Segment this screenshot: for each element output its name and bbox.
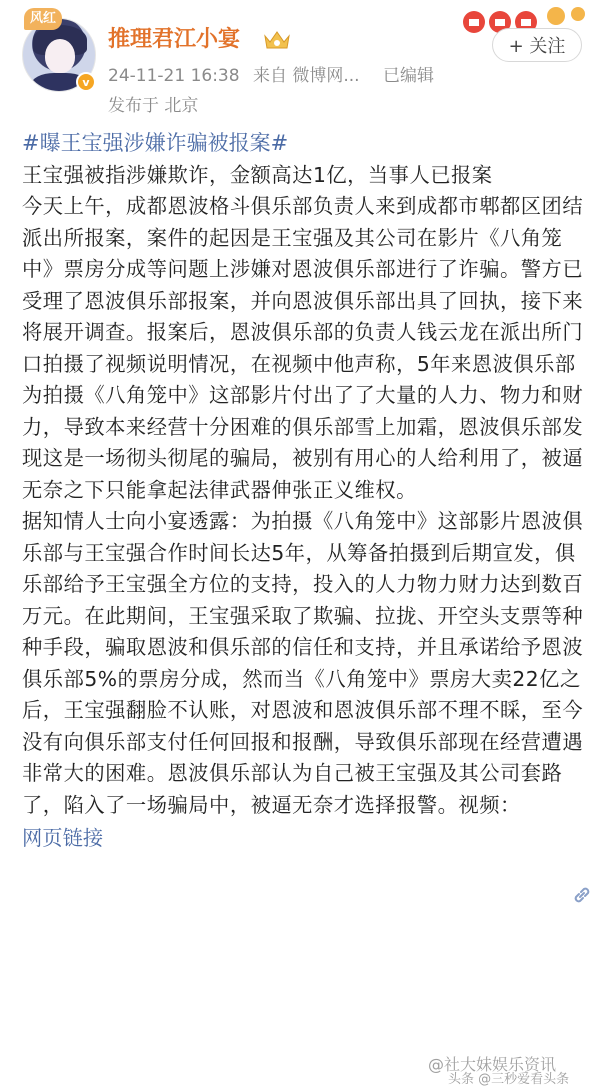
post-paragraph-2: 今天上午，成都恩波格斗俱乐部负责人来到成都市郫都区团结派出所报案，案件的起因是王宝强及其公司在影片《八角笼中》票房分成等问题上涉嫌对恩波俱乐部进行了诈骗。警方已受理了恩波俱乐部报案，并向恩波俱乐部出具了回执，接下来将展开调查。报案后，恩波俱乐部的负责人钱云龙在派出所门口拍摄了视频说明情况，在视频中他声称，5年来恩波俱乐部为拍摄《八角笼中》这部影片付出了了大量的人力、物力和财力，导致本来经营十分困难的俱乐部雪上加霜，恩波俱乐部发现这是一场彻头彻尾的骗局，被别有用心的人给利用了，被逼无奈之下只能拿起法律武器伸张正义维权。 — [22, 194, 584, 502]
web-link-line[interactable] — [22, 823, 584, 855]
post-location: 发布于 北京 — [108, 96, 199, 116]
verified-icon: v — [76, 72, 96, 92]
post-header — [0, 0, 600, 125]
post-meta — [108, 64, 442, 88]
follow-button[interactable]: + 关注 — [492, 28, 582, 62]
hashtag-link[interactable]: #曝王宝强涉嫌诈骗被报案# — [22, 131, 289, 155]
avatar-face-shape — [45, 39, 75, 73]
user-name[interactable]: 推理君江小宴 — [108, 27, 241, 52]
post-timestamp: 24-11-21 16:38 — [108, 66, 240, 86]
post-paragraph-1: 王宝强被指涉嫌欺诈，金额高达1亿，当事人已报案 — [22, 162, 493, 187]
web-link-label[interactable]: 网页链接 — [22, 826, 104, 850]
post-source: 来自 微博网... — [252, 66, 360, 86]
edited-label[interactable]: 已编辑 — [383, 66, 434, 86]
post-paragraph-3: 据知情人士向小宴透露：为拍摄《八角笼中》这部影片恩波俱乐部与王宝强合作时间长达5年，从筹备拍摄到后期宣发，俱乐部给予王宝强全方位的支持，投入的人力物力财力达到数百万元。在此期间，王宝强采取了欺骗、拉拢、开空头支票等种种手段，骗取恩波和俱乐部的信任和支持，并且承诺给予恩波俱乐部5%的票房分成，然而当《八角笼中》票房大卖22亿之后，王宝强翻脸不认账，对恩波和恩波俱乐部不理不睬，至今没有向俱乐部支付任何回报和报酬，导致俱乐部现在经营遭遇非常大的困难。恩波俱乐部认为自己被王宝强及其公司套路了，陷入了一场骗局中，被逼无奈才选择报警。视频： — [22, 509, 584, 817]
fenghong-badge: 风红 — [24, 8, 62, 30]
post-body — [22, 128, 584, 855]
level-icon — [262, 28, 292, 52]
watermark-sub: 头条 @三秒爱看头条 — [448, 1072, 570, 1087]
link-chain-icon — [570, 883, 594, 907]
watermark: @社大妹娱乐资讯 — [428, 1055, 557, 1074]
